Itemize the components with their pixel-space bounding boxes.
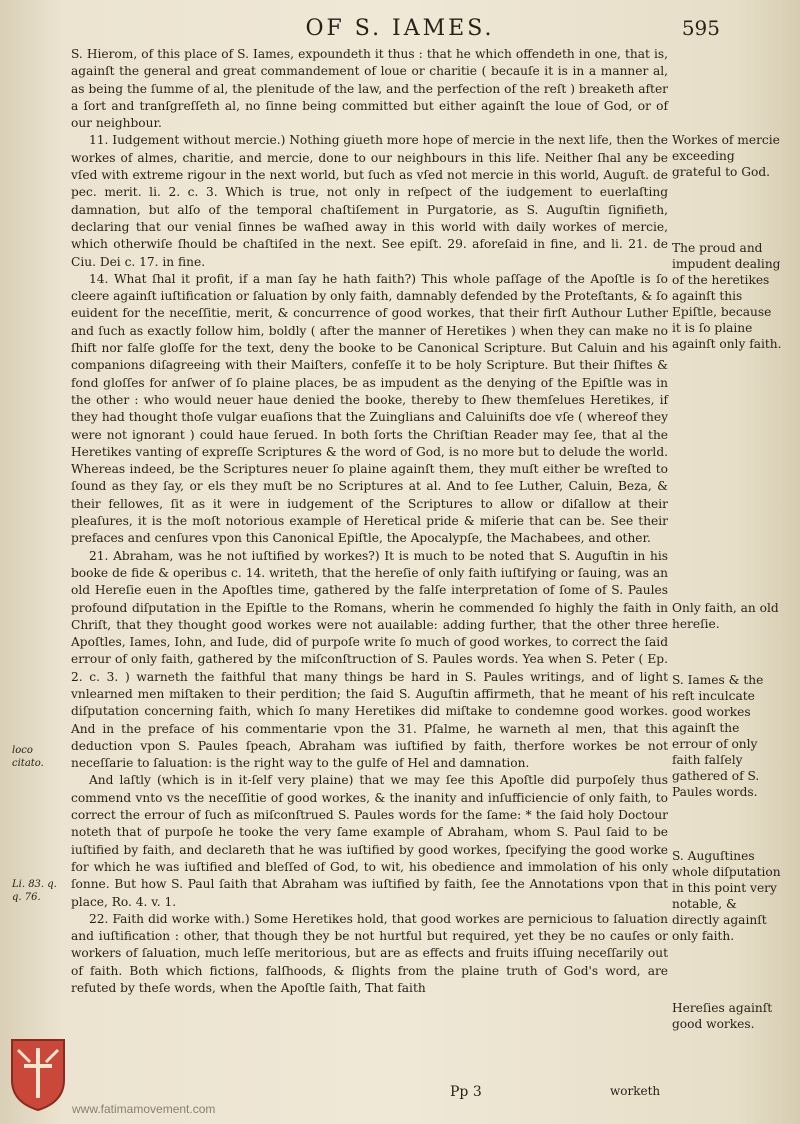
signature-mark: Pp 3 bbox=[450, 1084, 482, 1100]
paragraph-verse-21: 21. Abraham, was he not iuſtified by workes?) It is much to be noted that S. Auguſtin in his booke de fide & operibus c. 14. writeth, that the hereſie of only faith iuſtifying or ſauing, was an old Hereſie euen in the Apoſtles time, gathered by the falſe interpretation of ſome of S. Paules profound diſputation in the Epiſtle to the Romans, wherin he commended ſo highly the faith in Chriſt, that they thought good workes were not auailable: adding further, that the other three Apoſtles, Iames, Iohn, and Iude, did of purpoſe write ſo much of good workes, to correct the ſaid errour of only faith, gathered by the miſconſtruction of S. Paules words. Yea when S. Peter ( Ep. 2. c. 3. ) warneth the faithful that many things be hard in S. Paules writings, and of light vnlearned men miſtaken to their perdition; the ſaid S. Auguſtin affirmeth, that he meant of his diſputation concerning faith, which ſo many Heretikes did miſtake to condemne good workes. And in the preface of his commentarie vpon the 31. Pſalme, he warneth al men, that this deduction vpon S. Paules ſpeach, Abraham was iuſtified by faith, therfore workes be not neceſſarie to ſaluation: is the right way to the gulfe of Hel and damnation. bbox=[71, 548, 668, 771]
page-number: 595 bbox=[681, 16, 720, 40]
paragraph-verse-10: S. Hierom, of this place of S. Iames, expoundeth it thus : that he which offendeth in one, that is, againſt the general and great commandement of loue or charitie ( becauſe it is in a manner al, as being the ſumme of al, the plenitude of the law, and the perfection of the reſt ) breaketh after a ſort and tranſgreſſeth al, no ſinne being committed but either againſt the loue of God, or of our neighbour. bbox=[71, 47, 668, 131]
margin-note-good-workes: S. Iames & the reſt inculcate good workes againſt the errour of only faith falſely gathered of S. Paules words. bbox=[672, 673, 764, 799]
margin-note-only-faith-old-heresie: Only faith, an old hereſie. bbox=[672, 601, 779, 631]
margin-note-works-of-mercy: Workes of mercie exceeding grateful to God. bbox=[672, 133, 780, 179]
margin-note-loco-citato: loco citato. bbox=[12, 745, 44, 769]
paragraph-lastly: And laſtly (which is in it-ſelf very plaine) that we may ſee this Apoſtle did purpoſely thus commend vnto vs the neceſſitie of good workes, & the inanity and inſufficiencie of only faith, to correct the errour of ſuch as miſconſtrued S. Paules words for the ſame: * the ſaid holy Doctour noteth that of purpoſe he tooke the very ſame example of Abraham, whom S. Paul ſaid to be iuſtified by faith, and declareth that he was iuſtified by good workes, ſpecifying the good worke for which he was iuſtified and bleſſed of God, to wit, his obedience and immolation of his only ſonne. But how S. Paul ſaith that Abraham was iuſtified by faith, ſee the Annotations vpon that place, Ro. 4. v. 1. bbox=[71, 773, 668, 909]
margin-note-augustine: S. Auguſtines whole diſputation in this point very notable, & directly againſt only faith. bbox=[672, 849, 781, 943]
running-title: OF S. IAMES. bbox=[305, 16, 495, 41]
paragraph-verse-13: 11. Iudgement without mercie.) Nothing giueth more hope of mercie in the next life, then the workes of almes, charitie, and mercie, done to our neighbours in this life. Neither ſhal any be vſed with extreme rigour in the next world, but ſuch as vſed not mercie in this world, Auguſt. de pec. merit. li. 2. c. 3. Which is true, not only in reſpect of the iudgement to euerlaſting damnation, but alſo of the temporal chaſtiſement in Purgatorie, as S. Auguſtin ſignifieth, declaring that our venial ſinnes be waſhed away in this world with daily workes of mercie, which otherwiſe ſhould be chaſtiſed in the next. See epiſt. 29. aforeſaid in fine, and li. 21. de Ciu. Dei c. 17. in fine. bbox=[71, 133, 668, 269]
margin-note-heresies: Hereſies againſt good workes. bbox=[672, 1001, 773, 1031]
papal-seal-icon bbox=[8, 1036, 68, 1112]
catchword: worketh bbox=[610, 1084, 661, 1098]
paragraph-verse-22: 22. Faith did worke with.) Some Heretikes hold, that good workes are pernicious to ſaluation and iuſtification : other, that though they be not hurtful but required, yet they be no cauſes or workers of ſaluation, much leſſe meritorious, but are as effects and fruits iſſuing neceſſarily out of faith. Both which fictions, falſhoods, & ſlights from the plaine truth of God's word, are refuted by theſe words, when the Apoſtle ſaith, That faith bbox=[71, 911, 668, 996]
watermark-url: www.fatimamovement.com bbox=[72, 1102, 216, 1116]
main-text-column bbox=[71, 46, 668, 997]
margin-note-li-83: Li. 83. q. q. 76. bbox=[12, 879, 57, 903]
running-header bbox=[80, 14, 720, 46]
paragraph-verse-14: 14. What ſhal it profit, if a man ſay he hath faith?) This whole paſſage of the Apoſtle is ſo cleere againſt iuſtification or ſaluation by only faith, damnably defended by the Proteſtants, & ſo euident for the neceſſitie, merit, & concurrence of good workes, that their firſt Authour Luther and ſuch as exactly follow him, boldly ( after the manner of Heretikes ) when they can make no ſhift nor falſe gloſſe for the text, deny the booke to be Canonical Scripture. But Caluin and his companions diſagreeing with their Maiſters, confeſſe it to be holy Scripture. But their ſhiftes & fond gloſſes for anſwer of ſo plaine places, be as impudent as the denying of the Epiſtle was in the other : who would neuer haue denied the booke, thereby to ſhew themſelues Heretikes, if they had thought thoſe vulgar euaſions that the Zuinglians and Caluiniſts doe vſe ( whereof they were not ignorant ) could haue ſerued. In both ſorts the Chriſtian Reader may ſee, that al the Heretikes vanting of expreſſe Scriptures & the word of God, is no more but to delude the world. Whereas indeed, be the Scriptures neuer ſo plaine againſt them, they muſt either be wreſted to ſound as they ſay, or els they muſt be no Scriptures at al. And to ſee Luther, Caluin, Beza, & their fellowes, ſit as it were in iudgement of the Scriptures to allow or diſallow at their pleaſures, it is the moſt notorious example of Heretical pride & miſerie that can be. See their prefaces and cenſures vpon this Canonical Epiſtle, the Apocalypſe, the Machabees, and other. bbox=[71, 271, 668, 546]
margin-note-impudent-heretikes: The proud and impudent dealing of the heretikes againſt this Epiſtle, because it is ſo plaine againſt only faith. bbox=[672, 241, 782, 351]
